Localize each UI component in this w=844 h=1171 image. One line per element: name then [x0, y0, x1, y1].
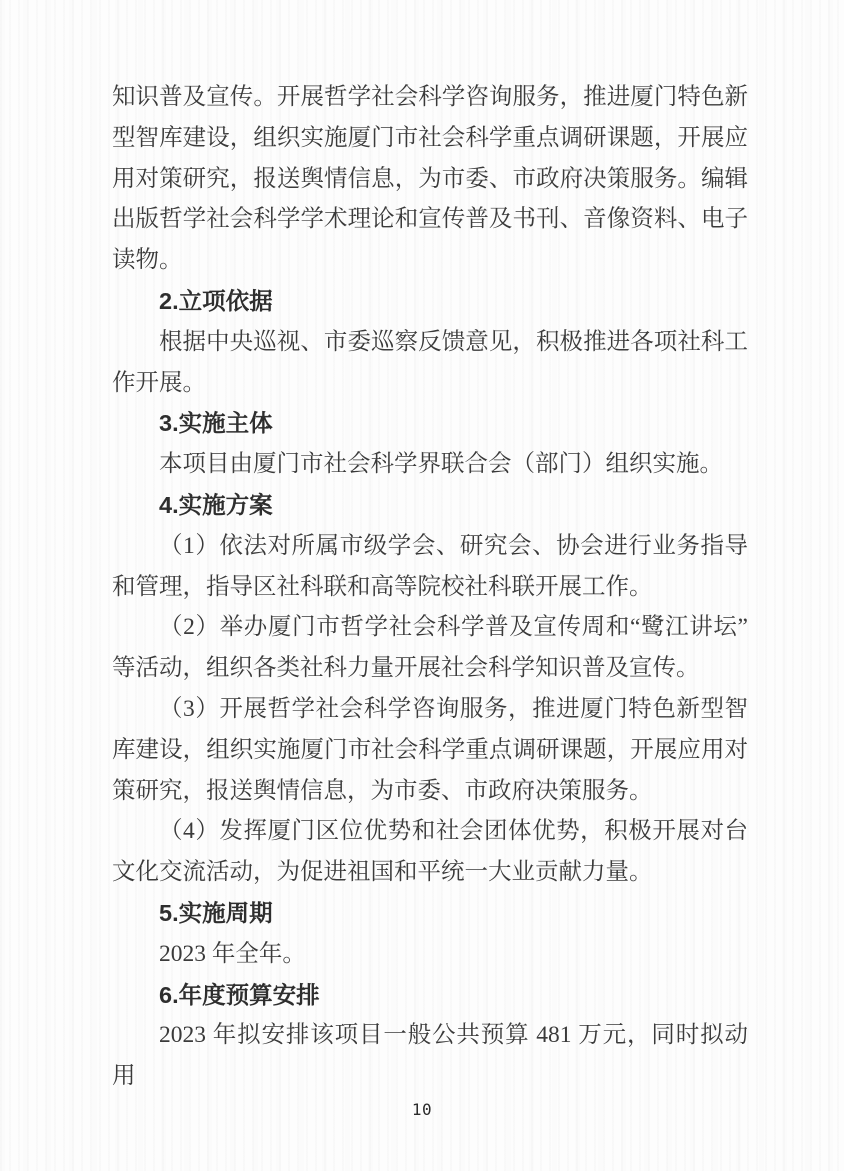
section-heading-3-shishi-zhuti: 3.实施主体 [159, 410, 273, 437]
body-paragraph-item-3: （3）开展哲学社会科学咨询服务，推进厦门特色新型智库建设，组织实施厦门市社会科学重点调研课题，开展应用对策研究，报送舆情信息，为市委、市政府决策服务。 [112, 695, 748, 804]
body-paragraph: 本项目由厦门市社会科学界联合会（部门）组织实施。 [159, 451, 723, 478]
body-paragraph-item-2: （2）举办厦门市哲学社会科学普及宣传周和“鹭江讲坛”等活动，组织各类社科力量开展社会科学知识普及宣传。 [112, 614, 748, 682]
body-paragraph: 根据中央巡视、市委巡察反馈意见，积极推进各项社科工作开展。 [112, 328, 748, 396]
page-number: 10 [411, 1100, 433, 1119]
body-paragraph-continuation: 知识普及宣传。开展哲学社会科学咨询服务，推进厦门特色新型智库建设，组织实施厦门市社会科学重点调研课题，开展应用对策研究，报送舆情信息，为市委、市政府决策服务。编辑出版哲学社会科学学术理论和宣传普及书刊、音像资料、电子读物。 [112, 84, 748, 274]
body-paragraph-truncated: 2023 年拟安排该项目一般公共预算 481 万元，同时拟动用 [112, 1022, 748, 1090]
body-paragraph-item-1: （1）依法对所属市级学会、研究会、协会进行业务指导和管理，指导区社科联和高等院校社科联开展工作。 [112, 532, 748, 600]
section-heading-5-shishi-zhouqi: 5.实施周期 [159, 899, 273, 926]
section-heading-2-lixiang-yiju: 2.立项依据 [159, 287, 273, 314]
document-content [112, 77, 748, 1097]
section-heading-4-shishi-fangan: 4.实施方案 [159, 491, 273, 518]
body-paragraph: 2023 年全年。 [159, 940, 306, 967]
section-heading-6-yusuan-anpai: 6.年度预算安排 [159, 981, 320, 1008]
body-paragraph-item-4: （4）发挥厦门区位优势和社会团体优势，积极开展对台文化交流活动，为促进祖国和平统一大业贡献力量。 [112, 818, 748, 886]
